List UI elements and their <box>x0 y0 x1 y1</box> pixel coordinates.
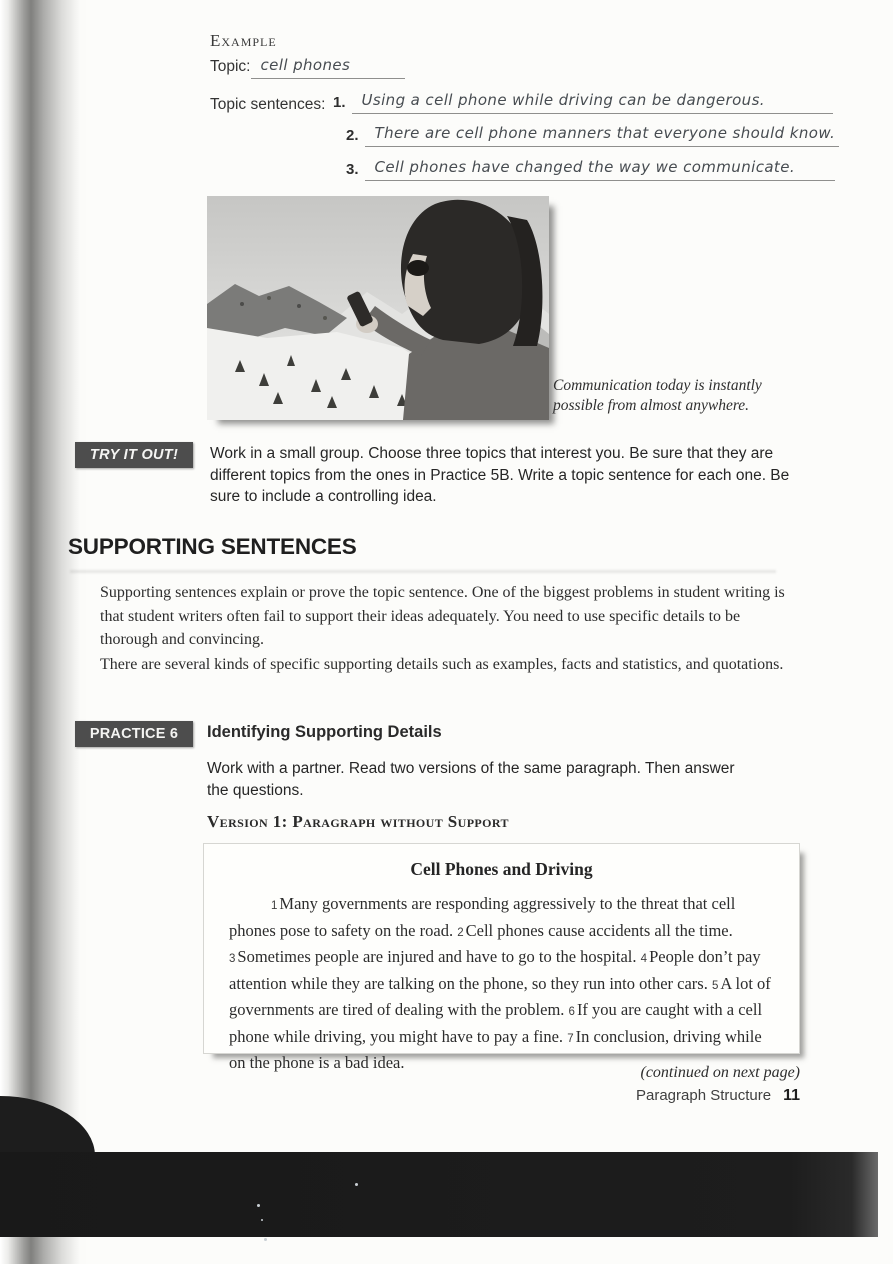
scan-noise-dot <box>261 1219 263 1221</box>
sentence-number: 6 <box>568 1006 575 1018</box>
try-it-out-text: Work in a small group. Choose three topics that interest you. Be sure that they are different topics from the ones in Practice 5B. Write a topic sentence for each one. Be sure to include a controlling idea. <box>210 445 790 505</box>
photo-illustration <box>207 196 549 420</box>
sentence-number: 1 <box>271 900 278 912</box>
photo-caption-line2: possible from almost anywhere. <box>553 396 750 414</box>
sentence-number: 2 <box>457 926 464 939</box>
page-footer <box>400 1087 800 1105</box>
scan-bottom-band <box>0 1152 878 1237</box>
version-1-paragraph-box <box>203 843 800 1072</box>
topic-sentence-number: 3. <box>346 161 359 178</box>
sentence-number: 5 <box>711 979 719 992</box>
topic-label: Topic: <box>210 58 251 75</box>
heading-scan-smudge <box>70 570 776 573</box>
photo-caption-line1: Communication today is instantly <box>553 377 762 394</box>
footer-section-title: Paragraph Structure <box>636 1087 772 1104</box>
topic-sentence-handwriting: Using a cell phone while driving can be dangerous. <box>361 91 765 109</box>
practice-6-title: Identifying Supporting Details <box>207 723 442 741</box>
sentence-number: 7 <box>567 1032 574 1045</box>
topic-sentence-row <box>333 91 833 114</box>
version-1-heading: Version 1: Paragraph without Support <box>207 812 509 831</box>
continued-note: (continued on next page) <box>640 1064 800 1081</box>
version-1-paragraph-title: Cell Phones and Driving <box>410 859 593 879</box>
scan-noise-dot <box>264 1238 267 1241</box>
scan-noise-dot <box>257 1204 260 1207</box>
sentence-text: Cell phones cause accidents all the time. <box>465 920 733 940</box>
topic-sentences-label: Topic sentences: <box>210 96 326 113</box>
topic-sentence-handwriting: There are cell phone manners that everyone should know. <box>374 124 836 142</box>
practice-6-instructions: Work with a partner. Read two versions of the same paragraph. Then answer the questions. <box>207 760 735 799</box>
sentence-text: Many governments are responding aggressively to the threat that cell phones pose to safety on the road. <box>229 894 736 940</box>
sentence-text: Sometimes people are injured and have to go to the hospital. <box>237 947 637 966</box>
practice-6-badge: PRACTICE 6 <box>75 721 193 747</box>
example-heading: Example <box>210 31 277 50</box>
supporting-sentences-heading: SUPPORTING SENTENCES <box>68 534 357 559</box>
topic-sentence-line <box>352 91 833 114</box>
page-number: 11 <box>783 1087 800 1104</box>
supporting-sentences-paragraph-2: There are several kinds of specific supporting details such as examples, facts and statistics, and quotations. <box>100 656 784 673</box>
topic-sentence-row <box>346 124 835 147</box>
sentence-text: If you are caught with a cell phone while driving, you might have to pay a fine. <box>229 1000 763 1046</box>
topic-sentence-row <box>346 158 835 181</box>
sentence-text: People don’t pay attention while they are talking on the phone, so they run into other cars. <box>229 947 761 993</box>
topic-answer-handwriting: cell phones <box>260 56 351 74</box>
cell-phone-mountain-photo <box>207 196 549 420</box>
topic-sentence-handwriting: Cell phones have changed the way we communicate. <box>374 158 796 176</box>
topic-answer-line <box>251 56 406 79</box>
sentence-number: 4 <box>640 953 648 965</box>
scan-noise-dot <box>355 1183 358 1186</box>
version-1-paragraph <box>229 892 774 1075</box>
supporting-sentences-paragraph-1: Supporting sentences explain or prove the topic sentence. One of the biggest problems in student writing is that student writers often fail to support their ideas adequately. You need to use specific details to be thorough and convincing. <box>100 584 785 648</box>
sentence-number: 3 <box>229 953 236 965</box>
sentence-text: A lot of governments are tired of dealing with the problem. <box>229 973 771 1019</box>
topic-row <box>210 56 405 79</box>
try-it-out-badge: TRY IT OUT! <box>75 442 193 468</box>
topic-sentence-line <box>365 158 835 181</box>
scan-gutter-shadow <box>0 0 86 1264</box>
topic-sentence-line <box>365 124 840 147</box>
topic-sentence-number: 2. <box>346 127 359 144</box>
topic-sentence-number: 1. <box>333 94 346 111</box>
photo-caption <box>553 376 808 415</box>
sentence-text: In conclusion, driving while on the phone is a bad idea. <box>229 1026 762 1072</box>
